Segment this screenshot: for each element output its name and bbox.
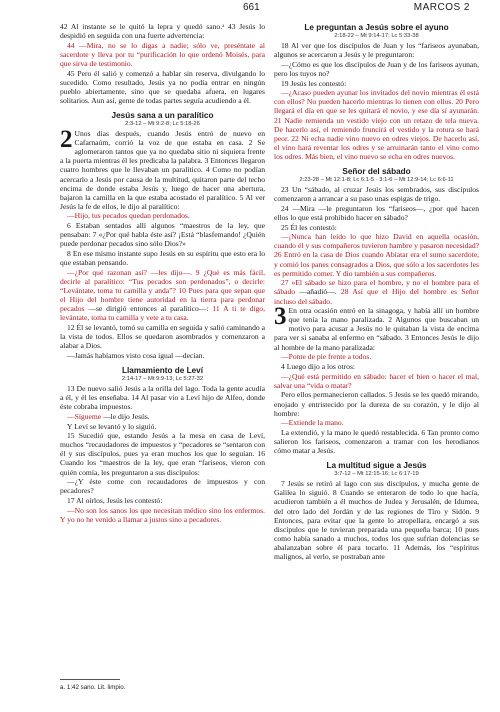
jesus-words: 28 Así que el Hijo del hombre es Señor incluso del sábado.: [274, 287, 479, 306]
section-heading: Señor del sábado: [342, 167, 411, 176]
verse-paragraph: [274, 278, 479, 305]
verse-paragraph: 18 Al ver que los discípulos de Juan y los “fariseos ayunaban, algunos se acercaron a Jesús y le preguntaron:: [274, 41, 479, 60]
verse-text: En otra ocasión entró en la sinagoga, y había allí un hombre que tenía la mano paralizada. 2 Algunos que buscaban un motivo para acusar a Jesús no le quitaban la vista de encima para ver si sanaba al enfermo en “sábado. 3 Entonces Jesús le dijo al hombre de la mano paralizada:: [274, 306, 479, 352]
page-number: 661: [243, 2, 260, 13]
verse-text: Unos días después, cuando Jesús entró de nuevo en Cafarnaúm, corrió la voz de que estaba en casa. 2 Se aglomeraron tantos que ya no quedaba sitio ni siquiera frente a la puerta mientras él les predicaba la palabra. 3 Entonces llegaron cuatro hombres que le llevaban un paralítico. 4 Como no podían acercarlo a Jesús por causa de la multitud, quitaron parte del techo encima de donde estaba Jesús y, luego de hacer una abertura, bajaron la camilla en la que estaba acostado el paralítico. 5 Al ver Jesús la fe de ellos, le dijo al paralítico:: [60, 129, 265, 211]
verse-paragraph: 17 Al oírlos, Jesús les contestó:: [67, 496, 163, 506]
jesus-words: —Sígueme: [67, 411, 102, 421]
section-heading: La multitud sigue a Jesús: [326, 461, 427, 471]
verse-paragraph: [60, 268, 265, 323]
narration: —se dirigió entonces al paralítico—:: [84, 304, 213, 314]
verse-paragraph: 24 —Mira —le preguntaron los “fariseos—, ¿por qué hacen ellos lo que está prohibido hacer en sábado?: [274, 203, 479, 222]
verse-paragraph: 12 Él se levantó, tomó su camilla en seguida y salió caminando a la vista de todos. Ellos se quedaron asombrados y comenzaron a alabar a Dios.: [60, 322, 265, 351]
parallel-references: 3:7-12 – Mt 12:15-16; Lc 6:17-19: [334, 471, 419, 478]
narration: —le dijo Jesús.: [101, 411, 150, 421]
verse-paragraph: Y Leví se levantó y lo siguió.: [67, 421, 157, 431]
verse-paragraph: Pero ellos permanecieron callados. 5 Jesús se les quedó mirando, enojado y entristecido por la dureza de su corazón, y le dijo al hombre:: [274, 390, 479, 418]
section-heading: Le preguntan a Jesús sobre el ayuno: [304, 23, 449, 32]
jesus-words: 44 —Mira, no se lo digas a nadie; sólo ve, preséntate al sacerdote y lleva por tu “purificación lo que ordenó Moisés, para que sirva de testimonio.: [60, 40, 265, 68]
footnote-divider: [60, 679, 120, 680]
jesus-words: —Ponte de pie frente a todos.: [281, 352, 372, 362]
right-column: [274, 22, 479, 702]
jesus-words: —Extiende la mano.: [281, 418, 344, 428]
footnote: a. 1:42 sano. Lit. limpio.: [60, 684, 126, 691]
page-header: [0, 0, 500, 18]
parallel-references: 2:23-28 – Mt 12:1-8; Lc 6:1-5 · 3:1-6 – Mt 12:9-14; Lc 6:6-11: [299, 177, 454, 183]
jesus-words: —¡Nunca han leído lo que hizo David en aquella ocasión, cuando él y sus compañeros tuvieron hambre y pasaron necesidad? 26 Entró en la casa de Dios cuando Abiatar era el sumo sacerdote, y comió los panes consagrados a Dios, que sólo a los sacerdotes les es permitido comer. Y dio también a sus compañeros.: [274, 232, 479, 278]
verse-paragraph: 19 Jesús les contestó:: [281, 78, 347, 88]
verse-paragraph: 4 Luego dijo a los otros:: [281, 361, 356, 371]
verse-paragraph: 7 Jesús se retiró al lago con sus discípulos, y mucha gente de Galilea lo siguió. 8 Cuando se enteraron de todo lo que hacía, acudieron también a él muchos de Judea y Jerusalén, de Idumea, del otro lado del Jordán y de las regiones de Tiro y Sidón. 9 Entonces, para evitar que la gente lo atropellara, encargó a sus discípulos que le tuvieran preparada una pequeña barca; 10 pues como había sanado a muchos, todos los que sufrían dolencias se abalanzaban sobre él para tocarlo. 11 Además, los “espíritus malignos, al verlo, se postraban ante: [274, 479, 479, 561]
narration: —añadió—.: [295, 287, 341, 297]
jesus-words: 27 »El sábado se hizo para el hombre, y no el hombre para el sábado: [274, 278, 479, 297]
jesus-words: —¿Acaso pueden ayunar los invitados del novio mientras él está con ellos? No pueden hacerlo mientras lo tienen con ellos. 20 Pero llegará el día en que se les quitará el novio, y ese día sí ayunarán. 21 Nadie remienda un vestido viejo con un retazo de tela nueva. De hacerlo así, el remiendo fruncirá el vestido y la rotura se hará peor. 22 Ni echa nadie vino nuevo en odres viejos. De hacerlo así, el vino hará reventar los odres y se arruinarán tanto el vino como los odres. Más bien, el vino nuevo se echa en odres nuevos.: [274, 88, 479, 161]
jesus-words: 9 ¿Qué es más fácil, decirle al paralítico: “Tus pecados son perdonados”, o decirle: “Levántate, toma tu camilla y anda”? 10 Pues para que sepan que el Hijo del hombre tiene autoridad en la tierra para perdonar pecados: [60, 267, 265, 314]
verse-paragraph: —¿Cómo es que los discípulos de Juan y de los fariseos ayunan, pero los tuyos no?: [274, 59, 479, 78]
verse-paragraph: 13 De nuevo salió Jesús a la orilla del lago. Toda la gente acudía a él, y él les enseñaba. 14 Al pasar vio a Leví hijo de Alfeo, donde éste cobraba impuestos.: [60, 383, 265, 412]
left-column: [60, 22, 265, 672]
verse-paragraph: —¿Y éste come con recaudadores de impuestos y con pecadores?: [60, 477, 265, 496]
jesus-words: —Hijo, tus pecados quedan perdonados.: [67, 211, 190, 221]
verse-paragraph: 45 Pero él salió y comenzó a hablar sin reserva, divulgando lo sucedido. Como resultado, Jesús ya no podía entrar en ningún pueblo abiertamente, sino que se quedaba afuera, en lugares solitarios. Aun así, gente de todas partes seguía acudiendo a él.: [60, 68, 265, 105]
verse-paragraph: La extendió, y la mano le quedó restablecida. 6 Tan pronto como salieron los fariseos, comenzaron a tramar con los herodianos cómo matar a Jesús.: [274, 427, 479, 456]
verse-paragraph: —Jamás habíamos visto cosa igual —decían.: [67, 350, 205, 360]
chapter-number: 2: [60, 126, 73, 154]
verse-paragraph: [274, 303, 479, 352]
parallel-references: 2:18-22 – Mt 9:14-17; Lc 5:33-38: [334, 33, 419, 39]
verse-paragraph: 23 Un “sábado, al cruzar Jesús los sembrados, sus discípulos comenzaron a arrancar a su paso unas espigas de trigo.: [274, 185, 479, 204]
jesus-words: —¿Por qué razonan así? —les dijo—.: [67, 267, 196, 277]
section-heading: Llamamiento de Leví: [122, 365, 203, 375]
verse-paragraph: [60, 126, 265, 211]
verse-paragraph: 42 Al instante se le quitó la lepra y quedó sano.ᵃ 43 Jesús lo despidió en seguida con una fuerte advertencia:: [60, 22, 265, 41]
running-head: MARCOS 2: [413, 2, 470, 13]
verse-paragraph: [60, 412, 265, 421]
verse-paragraph: 6 Estaban sentados allí algunos “maestros de la ley, que pensaban: 7 «¿Por qué habla éste así? ¡Está “blasfemando! ¿Quién puede perdonar pecados sino sólo Dios?»: [60, 221, 265, 249]
jesus-words: 11 A ti te digo, levántate, toma tu camilla y vete a tu casa.: [60, 304, 265, 323]
parallel-references: 2:14-17 – Mt 9:9-13; Lc 5:27-32: [121, 375, 204, 382]
parallel-references: 2:3-12 – Mt 9:2-8; Lc 5:18-26: [125, 121, 200, 128]
chapter-number: 3: [274, 303, 287, 331]
verse-paragraph: 8 En ese mismo instante supo Jesús en su espíritu que esto era lo que estaban pensando.: [60, 249, 265, 268]
verse-paragraph: 15 Sucedió que, estando Jesús a la mesa en casa de Leví, muchos “recaudadores de impuestos y “pecadores se “sentaron con él y sus discípulos, pues ya eran muchos los que lo seguían. 16 Cuando los “maestros de la ley, que eran “fariseos, vieron con quién comía, les preguntaron a sus discípulos:: [60, 431, 265, 477]
verse-paragraph: 25 Él les contestó:: [281, 222, 337, 232]
jesus-words: —No son los sanos los que necesitan médico sino los enfermos. Y yo no he venido a llamar a justos sino a pecadores.: [60, 505, 265, 524]
section-heading: Jesús sana a un paralítico: [111, 111, 214, 121]
jesus-words: —¿Qué está permitido en sábado: hacer el bien o hacer el mal, salvar una “vida o matar?: [274, 371, 479, 390]
